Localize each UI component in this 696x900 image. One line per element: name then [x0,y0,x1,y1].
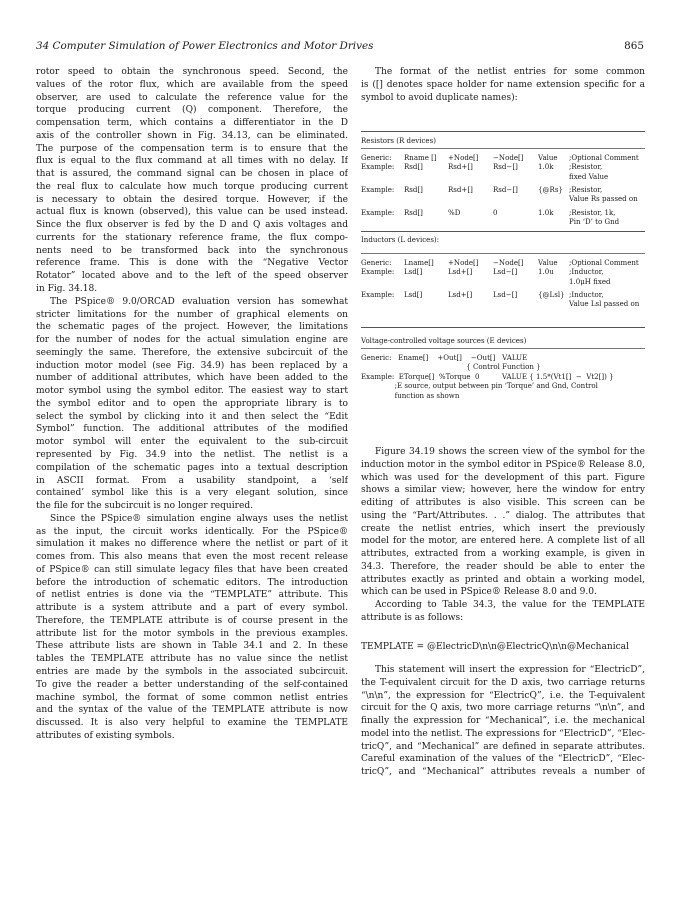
table-cell: Example: [361,290,395,299]
running-header: 34 Computer Simulation of Power Electronics and Motor Drives [36,40,374,52]
table-cell: ;Inductor, [569,290,604,299]
text-line: compilation of the schematic pages into a textual description [36,462,348,473]
table-cell: ;Inductor, [569,267,604,277]
table-row [361,277,645,286]
text-line: the symbol editor and to open the appropriate library is to [36,398,348,409]
text-line: According to Table 34.3, the value for the TEMPLATE [375,600,645,611]
table-cell: Generic: [361,153,392,162]
text-line: circuit for the Q axis, two more carriage returns “\n\n”, and [361,703,645,714]
table-cell: 1.0μH fixed [569,276,611,286]
text-line: create the netlist entries, which insert the previously [361,523,645,534]
table-cell: Lname[] [404,258,434,267]
table-row [361,258,645,267]
text-line: Careful examination of the values of the “ElectricD”, “Elec- [361,754,645,765]
text-line: motor symbol using the symbol editor. The easiest way to start [36,386,348,397]
text-line: This statement will insert the expression for “ElectricD”, [375,665,645,675]
text-line: the real flux to calculate how much torque producing current [36,181,348,192]
text-line: attribute is a system attribute and a part of every symbol. [36,603,348,614]
table-cell: Rsd+[] [448,185,473,194]
text-line: that is assured, the command signal can be chosen in place of [36,169,348,180]
text-line: Therefore, the TEMPLATE attribute is of course present in the [36,615,348,626]
text-line: stricter limitations for the number of graphical elements on [36,309,348,320]
table-cell: Rsd−[] [493,162,518,172]
table-cell: −Node[] [493,258,524,267]
table-cell: Value [538,258,558,267]
table-cell: Example: ETorque[] %Torque 0 VALUE { 1.5*(Vt1[] − Vt2[]) } [361,372,614,381]
table-row [361,185,645,194]
text-line: attributes exactly as printed and obtain a working model, [361,574,645,585]
table-cell: ;Optional Comment [569,153,639,162]
right-paragraph-2 [361,664,645,779]
table-cell: { Control Function } [361,362,541,372]
table-cell: Generic: [361,258,392,267]
page-number: 865 [624,40,644,52]
text-line: 34.3. Therefore, the reader should be able to enter the [361,561,645,572]
text-line: select the symbol by clicking into it and then select the “Edit [36,411,348,422]
text-line: the T-equivalent circuit for the D axis, two carriage returns [361,677,645,688]
text-line: of netlist entries is done via the “TEMPLATE” attribute. This [36,590,348,601]
text-line: in ASCII format. From a usability standpoint, a ‘self [36,475,348,486]
text-line: comes from. This also means that even the most recent release [36,552,348,563]
table-cell: Value [538,153,558,162]
text-line: and the syntax of the value of the TEMPLATE attribute is now [36,705,348,716]
table-cell: ;Resistor, [569,185,603,194]
text-line: is ([] denotes space holder for name extension specific for a [361,79,645,90]
table-row [361,290,645,299]
text-line: symbol to avoid duplicate names): [361,92,518,103]
text-line: as the input, the circuit works identically. For the PSpice® [36,526,348,537]
table-cell: ;Resistor, 1k, [569,208,616,217]
table-cell: Rsd[] [404,162,423,172]
table-row [361,208,645,217]
table-rule [361,327,645,328]
table-cell: Rname [] [404,153,437,162]
table-row [361,372,645,381]
table-cell: Lsd[] [404,267,423,277]
table-cell: Example: [361,208,395,217]
text-line: observer, are used to calculate the reference value for the [36,92,348,103]
text-line: the schematic pages of the project. However, the limitations [36,322,348,333]
table-rule [361,348,645,349]
text-line: Since the PSpice® simulation engine always uses the netlist [50,513,348,524]
text-line: torque producing current (Q) component. Therefore, the [36,105,348,116]
text-line: for the number of nodes for the actual simulation engine are [36,335,348,346]
table-cell: Example: [361,185,395,194]
text-line: The purpose of the compensation term is to ensure that the [36,143,348,154]
section-title: Inductors (L devices): [361,235,440,244]
table-cell: ;Resistor, [569,162,603,172]
text-line: editing of attributes is also visible. This screen can be [361,498,645,509]
text-line: The format of the netlist entries for some common [375,67,645,77]
table-cell: Example: [361,267,395,277]
text-line: attributes of existing symbols. [36,730,175,741]
text-line: which can be used in PSpice® Release 8.0 and 9.0. [361,587,597,598]
text-line: tables the TEMPLATE attribute has no value since the netlist [36,654,348,665]
section-title: Resistors (R devices) [361,136,436,145]
text-line: entries are made by the symbols in the associated subcircuit. [36,666,348,677]
text-line: tricQ”, and “Mechanical” attributes reveals a number of [361,767,645,778]
text-line: induction motor in the symbol editor in PSpice® Release 8.0, [361,459,645,470]
text-line: rotor speed to obtain the synchronous speed. Second, the [36,67,348,77]
template-formula: TEMPLATE = @ElectricD\n\n@ElectricQ\n\n@Mechanical [361,642,629,652]
text-line: model for the motor, are entered here. A complete list of all [361,536,645,547]
section-title: Voltage-controlled voltage sources (E devices) [361,336,527,345]
table-rule [361,253,645,254]
table-cell: Pin ‘D’ to Gnd [569,217,620,227]
table-cell: ;E source, output between pin ‘Torque’ and Gnd, Control [361,381,598,391]
text-line: Symbol” function. The additional attributes of the modified [36,424,348,435]
table-cell: Rsd+[] [448,162,473,172]
table-rule [361,231,645,232]
table-row [361,217,645,226]
table-row [361,153,645,162]
table-cell: {@Rs} [538,185,563,194]
table-cell: 1.0k [538,208,554,217]
text-line: attributes, extracted from a working example, is given in [361,549,645,560]
text-line: nents need to be transformed back into the synchronous [36,245,348,256]
text-line: reference frame. This is done with the “Negative Vector [36,258,348,269]
right-intro [361,66,645,104]
table-cell: Value Rs passed on [569,194,638,204]
text-line: of PSpice® can still simulate legacy files that have been created [36,564,348,575]
table-row [361,353,645,362]
text-line: The PSpice® 9.0/ORCAD evaluation version has somewhat [50,296,348,307]
right-paragraph-1 [361,446,645,625]
text-line: in Fig. 34.18. [36,284,98,295]
text-line: axis of the controller shown in Fig. 34.13, can be eliminated. [36,130,348,141]
text-line: contained’ symbol like this is a very elegant solution, since [36,488,348,499]
text-line: induction motor model (see Fig. 34.9) has been replaced by a [36,360,348,371]
table-cell: Rsd[] [404,208,423,217]
table-cell: Rsd[] [404,185,423,194]
text-line: attribute is as follows: [361,612,464,623]
text-line: attribute list for the motor symbols in the previous examples. [36,628,348,639]
text-line: actual flux is known (observed), this value can be used instead. [36,207,348,218]
text-line: number of additional attributes, which have been added to the [36,373,348,384]
table-cell: +Node[] [448,153,479,162]
text-line: Rotator” located above and to the left of the speed observer [36,271,348,282]
text-line: using the “Part/Attributes. . .” dialog. The attributes that [361,510,645,521]
text-line: model into the netlist. The expressions for “ElectricD”, “Elec- [361,728,645,739]
text-line: flux is equal to the flux command at all times with no delay. If [36,156,348,167]
text-line: shows a similar view; however, here the window for entry [361,485,645,496]
text-line: which was used for the development of this part. Figure [361,472,645,483]
table-cell: Value Lsl passed on [569,299,640,309]
table-cell: function as shown [361,390,460,400]
text-line: tricQ”, and “Mechanical” are defined in separate attributes. [361,741,645,752]
table-row [361,172,645,181]
text-line: is necessary to obtain the desired torque. However, if the [36,194,348,205]
table-rule [361,131,645,132]
text-line: These attribute lists are shown in Table 34.1 and 2. In these [36,641,348,652]
table-row [361,162,645,171]
table-cell: 1.0k [538,162,554,172]
text-line: before the introduction of schematic editors. The introduction [36,577,348,588]
text-line: discussed. It is also very helpful to examine the TEMPLATE [36,718,348,729]
table-cell: +Node[] [448,258,479,267]
table-cell: −Node[] [493,153,524,162]
table-cell: Example: [361,162,395,172]
text-line: motor symbol will enter the equivalent to the sub-circuit [36,437,348,448]
table-row [361,299,645,308]
text-line: Since the flux observer is fed by the D and Q axis voltages and [36,220,348,231]
table-cell: 0 [493,208,498,217]
table-rule [361,148,645,149]
left-column [36,66,348,743]
text-line: currents for the stationary reference frame, the flux compo- [36,232,348,243]
table-cell: Lsd+[] [448,267,473,277]
text-line: Figure 34.19 shows the screen view of the symbol for the [375,447,645,457]
text-line: “\n\n”, the expression for “ElectricQ”, i.e. the T-equivalent [361,690,645,701]
text-line: To give the reader a better understanding of the self-contained [36,679,348,690]
table-cell: Lsd−[] [493,290,518,299]
text-line: represented by Fig. 34.9 into the netlist. The netlist is a [36,449,348,460]
table-cell: {@Lsl} [538,290,565,299]
table-cell: ;Optional Comment [569,258,639,267]
table-cell: Rsd−[] [493,185,518,194]
table-row [361,267,645,276]
table-cell: fixed Value [569,171,609,181]
table-row [361,362,645,371]
table-cell: Lsd+[] [448,290,473,299]
table-cell: %D [448,208,461,217]
text-line: compensation term, which contains a differentiator in the D [36,118,348,129]
text-line: values of the rotor flux, which are available from the speed [36,79,348,90]
table-row [361,194,645,203]
table-cell: Lsd[] [404,290,423,299]
text-line: machine symbol, the format of some common netlist entries [36,692,348,703]
text-line: seemingly the same. Therefore, the extensive subcircuit of the [36,347,348,358]
table-cell: 1.0u [538,267,554,277]
text-line: the file for the subcircuit is no longer required. [36,501,253,512]
text-line: finally the expression for “Mechanical”, i.e. the mechanical [361,716,645,727]
table-cell: Generic: Ename[] +Out[] −Out[] VALUE [361,353,528,362]
table-cell: Lsd−[] [493,267,518,277]
text-line: simulation it makes no difference where the netlist or part of it [36,539,348,550]
table-row [361,381,645,390]
table-row [361,391,645,400]
